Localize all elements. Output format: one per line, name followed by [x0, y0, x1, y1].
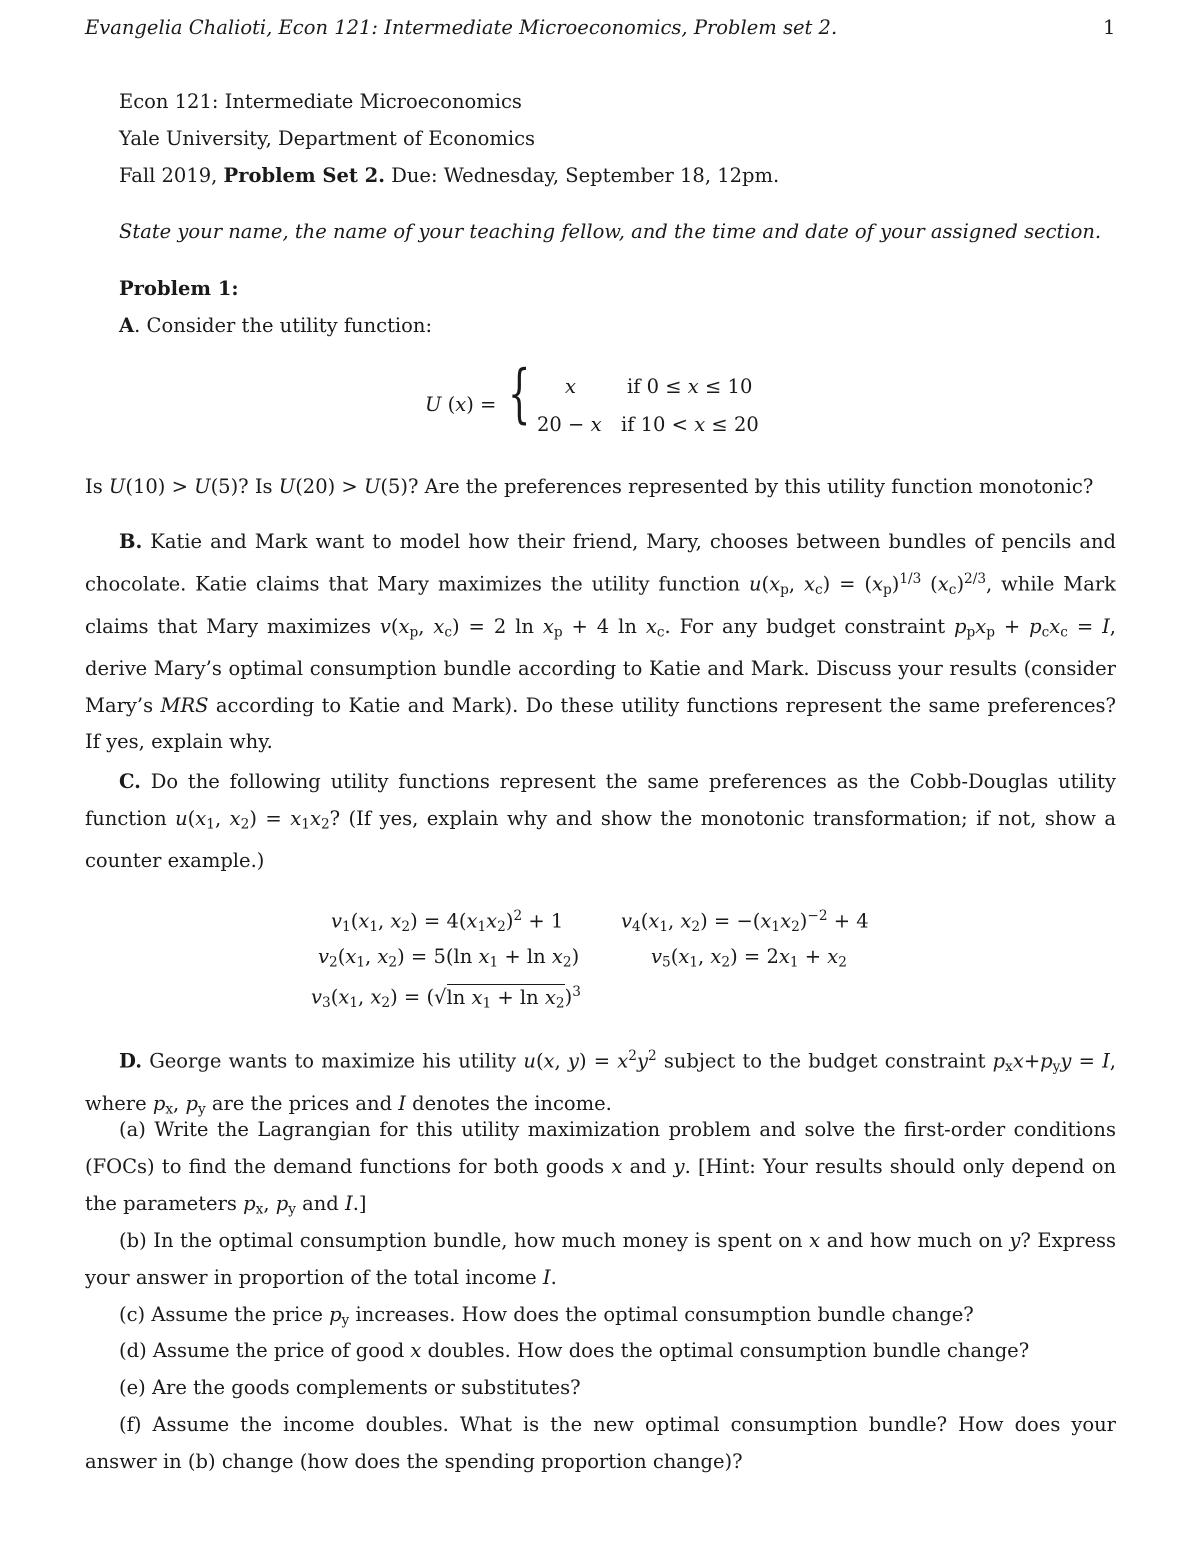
instructions: State your name, the name of your teaching fellow, and the time and date of your assigned section.: [119, 220, 1102, 243]
part-b-label: B.: [119, 530, 143, 553]
case-1-expr: x: [565, 375, 576, 398]
course-line-1: Econ 121: Intermediate Microeconomics: [119, 90, 522, 113]
problem-1-heading: Problem 1:: [119, 277, 239, 300]
part-d-intro: D. George wants to maximize his utility u(x, $y) = x^2y^2$ subject to the budget constraint $p_xx+p_yy = I$, where $p_x$, $p_y$ are the prices and I denotes the income.: [85, 1048, 1116, 1118]
term: Fall 2019,: [119, 164, 218, 187]
eq-v5: $v_5(x_1$, $x_2) = 2x_1 + x_2$: [651, 945, 847, 971]
course-line-3: [119, 164, 779, 187]
part-a-intro-text: . Consider the utility function:: [134, 314, 433, 337]
part-d-a: (a) Write the Lagrangian for this utility maximization problem and solve the first-order conditions (FOCs) to find the demand functions for both goods x and y. [Hint: Your results should only depend on the parameters $p_x$, $p_y$ and I.]: [85, 1118, 1116, 1217]
part-a-intro: [119, 314, 432, 337]
part-a-question: Is U(10) > U(5)? Is U(20) > U(5)? Are the preferences represented by this utility function monotonic?: [85, 475, 1094, 498]
eq-v4: $v_4(x_1$, $x_2) = -(x_1x_2)^{-2} + 4$: [621, 908, 869, 935]
part-d-b: (b) In the optimal consumption bundle, how much money is spent on x and how much on y? Express your answer in proportion of the total income I.: [85, 1229, 1116, 1289]
part-c-paragraph: C. Do the following utility functions represent the same preferences as the Cobb-Douglas utility function $u(x_1$, $x_2) = x_1x_2$? (If yes, explain why and show the monotonic transformation; if not, show a counter example.): [85, 770, 1117, 872]
eq-v2: $v_2(x_1$, $x_2) = 5(\ln$ $x_1 + \ln x_2$): [318, 945, 580, 971]
part-a-label: A: [119, 314, 135, 337]
eq-v3: $v_3(x_1$, $x_2) = (√\ln$ $x_1 + \ln x_2)^3$: [311, 984, 581, 1011]
case-2-expr: 20 − x: [537, 413, 602, 436]
course-line-2: Yale University, Department of Economics: [119, 127, 536, 150]
eq-lhs: U (x) =: [425, 393, 497, 416]
part-d-label: D.: [119, 1049, 143, 1073]
part-c-label: C.: [119, 770, 141, 793]
eq-v1: $v_1(x_1$, $x_2) = 4(x_1x_2)^2 + 1$: [331, 908, 564, 935]
case-2-cond: if 10 < x ≤ 20: [621, 413, 759, 436]
due-date: Due: Wednesday, September 18, 12pm.: [391, 164, 780, 187]
problem-set-title: Problem Set 2.: [223, 164, 386, 187]
part-d-d: (d) Assume the price of good x doubles. How does the optimal consumption bundle change?: [119, 1339, 1030, 1362]
part-d-c: (c) Assume the price $p_y$ increases. How does the optimal consumption bundle change?: [119, 1303, 974, 1329]
page-number: 1: [1103, 16, 1116, 39]
running-header-title: Evangelia Chalioti, Econ 121: Intermediate Microeconomics, Problem set 2.: [85, 16, 838, 39]
part-d-f: (f) Assume the income doubles. What is the new optimal consumption bundle? How does your answer in (b) change (how does the spending proportion change)?: [85, 1413, 1116, 1473]
case-1-cond: if 0 ≤ x ≤ 10: [627, 375, 753, 398]
part-b-paragraph: B. Katie and Mark want to model how their friend, Mary, chooses between bundles of pencils and chocolate. Katie claims that Mary maximizes the utility function $u(x_p$, $x_c) = (x_p)^{1/3}$ $(x_c)^{2/3}$, while Mark claims that Mary maximizes $v(x_p$, $x_c) = 2$ $\ln x_p + 4$ $\ln x_c$. For any budget constraint $p_px_p + p_cx_c = I$, derive Mary’s optimal consumption bundle according to Katie and Mark. Discuss your results (consider Mary’s MRS according to Katie and Mark). Do these utility functions represent the same preferences? If yes, explain why.: [85, 530, 1116, 754]
eq-brace: {: [508, 357, 531, 431]
part-d-e: (e) Are the goods complements or substitutes?: [119, 1376, 581, 1399]
